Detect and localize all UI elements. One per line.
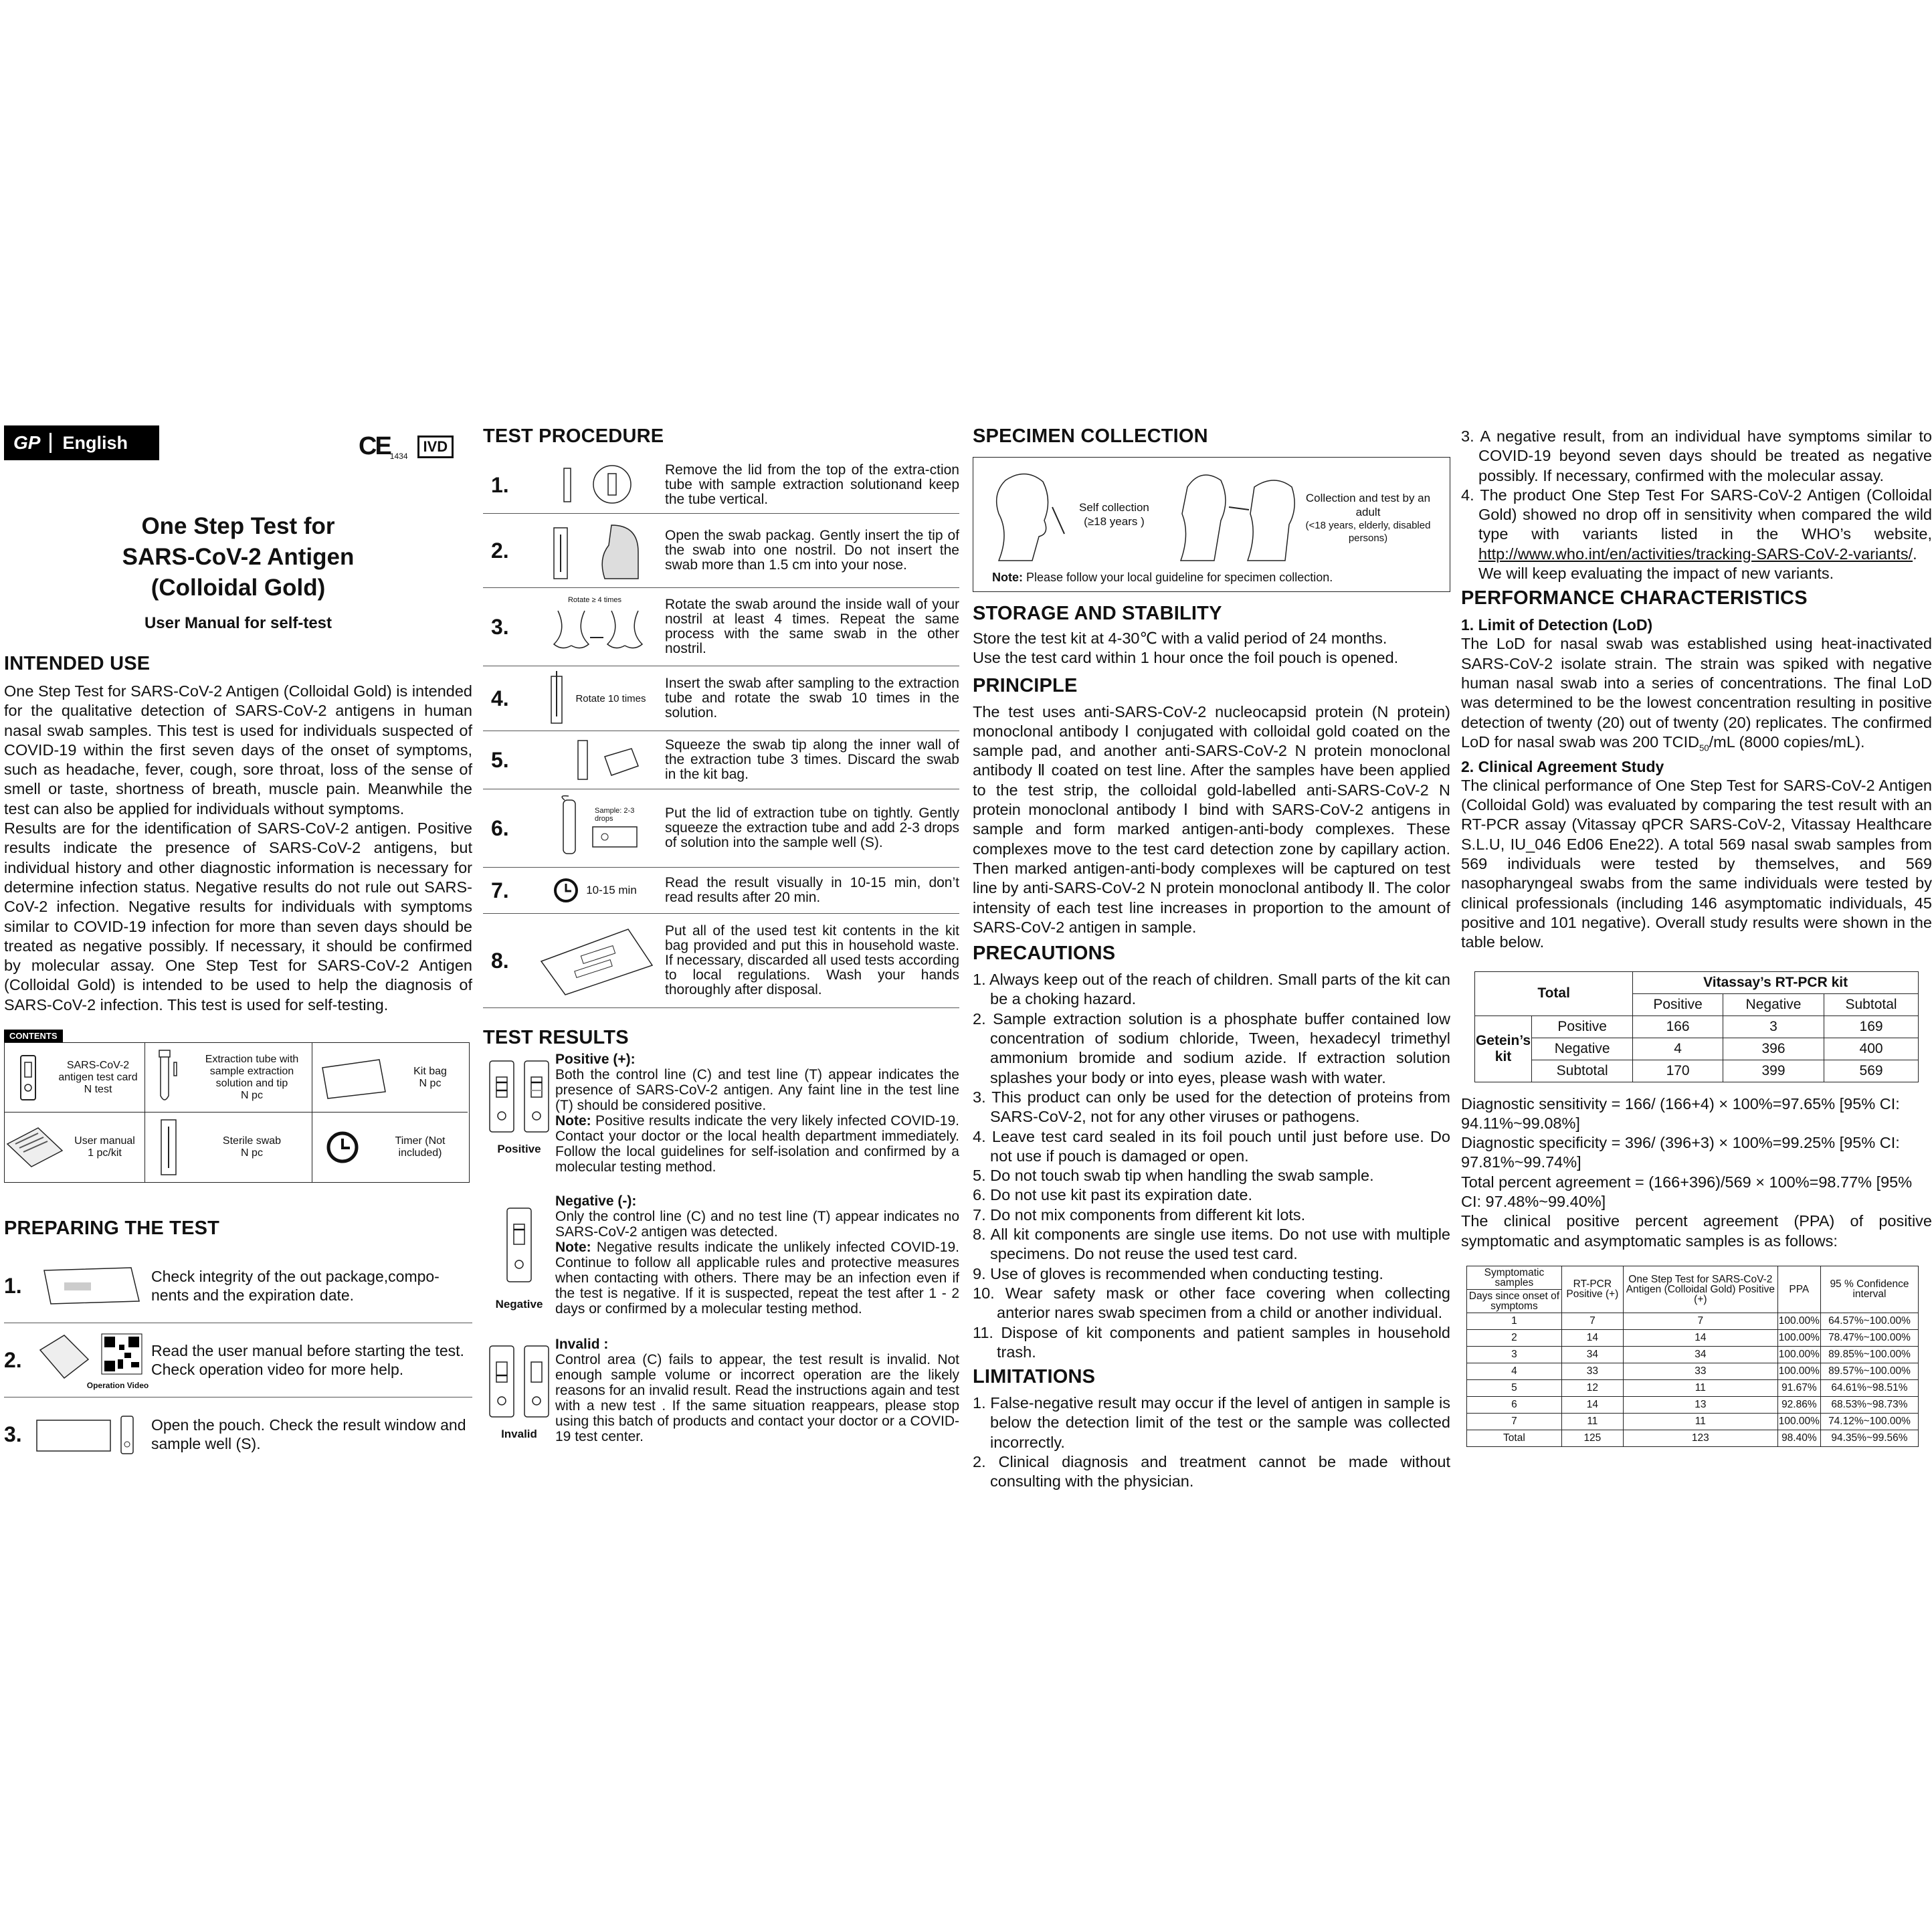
rotate-nostril-icon: Rotate ≥ 4 times	[524, 596, 665, 658]
storage-heading: STORAGE AND STABILITY	[973, 603, 1222, 624]
procedure-step-4: 4. Rotate 10 times Insert the swab after sampling to the extraction tube and rotate the swab 10 times in the solution.	[483, 666, 959, 731]
procedure-step-6: 6. Sample: 2-3 drops Put the lid of extraction tube on tightly. Gently squeeze the extraction tube and add 2-3 drops of solution into the sample well (S).	[483, 789, 959, 868]
self-collection-illustration	[985, 467, 1066, 567]
table-row: Total 125 123 98.40% 94.35%~99.56%	[1467, 1430, 1919, 1446]
list-item: 2. Sample extraction solution is a phosphate buffer contained low concentration of sodium chloride, Tween, hexadecyl trimethyl ammonium bromide and sodium azide. If extraction solution splashes your body or into eyes, please wash with water.	[973, 1009, 1450, 1086]
lod-heading: 1. Limit of Detection (LoD)	[1461, 616, 1653, 634]
list-item: 1. False-negative result may occur if the level of antigen in sample is below the detection limit of the test or the sample was collected incorrectly.	[973, 1394, 1450, 1451]
table-row: 7 11 11 100.00% 74.12%~100.00%	[1467, 1413, 1919, 1430]
timer-icon	[312, 1131, 373, 1164]
invalid-cards-icon: Invalid	[483, 1337, 555, 1444]
procedure-heading: TEST PROCEDURE	[483, 425, 664, 447]
intended-use-paragraph-2: Results are for the identification of SARS-CoV-2 antigen. Positive results indicate the presence of SARS-CoV-2 antigens, but individual history and other diagnostic information is necessary for determine infection status. Negative results do not rule out SARS-CoV-2 infection. Negative results for individuals with symptoms similar to COVID-19 infection for more than seven days should be treated as negative possibly. If necessary, it should be confirmed by molecular assay. One Step Test for SARS-CoV-2 Antigen (Colloidal Gold) is intended to be used to help the diagnosis of SARS-CoV-2 infection. This test is used for self-testing.	[4, 819, 472, 1013]
table-row: 3 34 34 100.00% 89.85%~100.00%	[1467, 1346, 1919, 1363]
document-subtitle: User Manual for self-test	[144, 614, 332, 632]
precautions-heading: PRECAUTIONS	[973, 943, 1116, 965]
table-header: 95 % Confidence interval	[1820, 1266, 1918, 1313]
table-header: Subtotal	[1824, 993, 1919, 1016]
lod-text: The LoD for nasal swab was established using heat-inactivated SARS-CoV-2 isolate strain. The strain was spiked with negative human nasal swab into a series of concentrations. The final LoD was determined to be the lowest concentration resulting in positive detection of twenty (20) out of twenty (20) replicates. The confirmed LoD for nasal swab was 200 $TCID_{50}/mL$ (8000 copies/mL).	[1461, 635, 1932, 753]
precautions-list	[973, 970, 1450, 1362]
negative-card-icon: Negative	[483, 1193, 555, 1317]
list-item: 11. Dispose of kit components and patient samples in household trash.	[973, 1323, 1450, 1361]
intended-use-heading: INTENDED USE	[4, 653, 151, 674]
procedure-steps	[483, 457, 959, 1008]
qr-code-icon: Operation Video	[31, 1330, 151, 1390]
prep-step-1: 1. Check integrity of the out package,compo-nents and the expiration date.	[4, 1249, 472, 1323]
gp-logo: GP	[4, 433, 52, 453]
contents-box	[4, 1042, 470, 1183]
adult-collection-illustration	[1174, 467, 1308, 567]
procedure-step-7: 7. 10-15 min Read the result visually in 10-15 min, don’t read results after 20 min.	[483, 868, 959, 914]
table-header: Vitassay’s RT-PCR kit	[1633, 971, 1919, 993]
procedure-step-5: 5. Squeeze the swab tip along the inner wall of the extraction tube 3 times. Discard the swab in the kit bag.	[483, 731, 959, 789]
clinical-agreement-text: The clinical performance of One Step Test for SARS-CoV-2 Antigen (Colloidal Gold) was evaluated by comparing the test result with an RT-PCR assay (Vitassay qPCR SARS-CoV-2, Vitassay Healthcare S.L.U, IU_046 Ed06 Ene22). A total 569 nasal swab samples from 569 individuals were tested by themselves, and 569 nasopharyngeal swabs from the same individuals were tested by clinical professionals (including 146 asymptomatic individuals, 45 positive and 101 negative). Overall study results were shown in the table below.	[1461, 776, 1932, 951]
pouch-icon	[31, 1404, 151, 1464]
sterile-swab-icon	[145, 1119, 192, 1176]
column-4	[1461, 427, 1932, 1447]
limitations-heading: LIMITATIONS	[973, 1366, 1096, 1388]
adult-collection-label: Collection and test by an adult (<18 years, elderly, disabled persons)	[1305, 492, 1431, 544]
contents-item-user-manual: User manual 1 pc/kit	[5, 1113, 145, 1182]
procedure-step-2: 2. Open the swab packag. Gently insert the tip of the swab into one nostril. Do not insert the swab more than 1.5 cm into your nose.	[483, 514, 959, 588]
list-item: 1. Always keep out of the reach of children. Small parts of the kit can be a choking hazard.	[973, 971, 1450, 1008]
table-row: 5 12 11 91.67% 64.61%~98.51%	[1467, 1379, 1919, 1396]
table-row: Subtotal 170 399 569	[1475, 1060, 1919, 1082]
column-1	[4, 425, 472, 1471]
prep-step-2: 2. Operation Video Read the user manual before starting the test. Check operation video for more help.	[4, 1323, 472, 1397]
contents-item-extraction-tube: Extraction tube with sample extraction solution and tip N pc	[145, 1043, 312, 1113]
ppa-table	[1466, 1266, 1919, 1447]
add-drops-icon: Sample: 2-3 drops	[524, 795, 665, 862]
positive-cards-icon: Positive	[483, 1052, 555, 1175]
list-item: 6. Do not use kit past its expiration date.	[973, 1186, 1253, 1204]
principle-text: The test uses anti-SARS-CoV-2 nucleocapsid protein (N protein) monoclonal antibody Ⅰ conjugated with colloidal gold coated on the sample pad, and another anti-SARS-CoV-2 N protein monoclonal antibody Ⅱ coated on test line. After the samples have been applied to the test strip, the colloidal gold-labelled anti-SARS-CoV-2 N protein monoclonal antibody Ⅰ bind with SARS-CoV-2 antigens in sample and form marked antigen-anti-body complexes. These complexes move to the test card detection zone by capillary action. Then marked antigen-anti-body complexes will be captured on test line by anti-SARS-CoV-2 N protein monoclonal antibody Ⅱ. The color intensity of each test line increases in proportion to the amount of SARS-CoV-2 antigen in sample.	[973, 702, 1450, 936]
table-row: 1 7 7 100.00% 64.57%~100.00%	[1467, 1313, 1919, 1329]
principle-heading: PRINCIPLE	[973, 674, 1078, 696]
limitations-list-continued	[1461, 427, 1932, 583]
result-negative: Negative Negative (-): Only the control line (C) and no test line (T) appear indicates no SARS-CoV-2 antigen was detected. Note: Negative results indicate the unlikely infected COVID-19. Continue to follow all applicable rules and protective measures when contacting with others. There may be an infection even if the test is negative. If it is suspected, repeat the test after 1 - 2 days or confirmed by a molecular testing method.	[483, 1193, 959, 1317]
contents-item-sterile-swab: Sterile swab N pc	[145, 1113, 312, 1182]
who-variants-link[interactable]: http://www.who.int/en/activities/tracking-SARS-CoV-2-variants/	[1478, 545, 1913, 563]
result-positive: Positive Positive (+): Both the control line (C) and test line (T) appear indicates the presence of SARS-CoV-2 antigen. Any faint line in the test line (T) should be considered positive. Note: Positive results indicate the very likely infected COVID-19. Contact your doctor or the local health department immediately. Follow the local guidelines for self-isolation and confirmed by a molecular testing method.	[483, 1052, 959, 1175]
rotate-tube-icon: Rotate 10 times	[524, 670, 665, 727]
clinical-agreement-heading: 2. Clinical Agreement Study	[1461, 757, 1664, 775]
list-item: 3. A negative result, from an individual have symptoms similar to COVID-19 beyond seven days should be treated as negative possibly. If necessary, confirmed with the molecular assay.	[1461, 427, 1932, 484]
user-manual-icon	[5, 1124, 65, 1171]
squeeze-tube-icon	[524, 737, 665, 783]
table-header: Symptomatic samples	[1467, 1266, 1562, 1289]
ppa-intro: The clinical positive percent agreement (PPA) of positive symptomatic and asymptomatic samples is as follows:	[1461, 1212, 1932, 1250]
language-label: English	[62, 432, 128, 453]
table-header: PPA	[1777, 1266, 1820, 1313]
storage-line-1: Store the test kit at 4-30℃ with a valid period of 24 months.	[973, 630, 1387, 647]
extraction-tube-icon	[145, 1049, 192, 1106]
list-item: 8. All kit components are single use items. Do not use with multiple specimens. Do not reuse the used test card.	[973, 1226, 1450, 1263]
limitations-list	[973, 1393, 1450, 1491]
column-2	[483, 425, 959, 1444]
table-row: 2 14 14 100.00% 78.47%~100.00%	[1467, 1329, 1919, 1346]
table-row: Negative 4 396 400	[1475, 1038, 1919, 1060]
ce-mark: CE1434	[359, 432, 408, 461]
table-header: Negative	[1723, 993, 1824, 1016]
results-heading: TEST RESULTS	[483, 1027, 629, 1048]
list-item: 4. The product One Step Test For SARS-CoV-2 Antigen (Colloidal Gold) showed no drop off in sensitivity when compared the wild type with variants listed in the WHO’s website, http://www.who.int/en/activities/tracking-SARS-CoV-2-variants/. We will keep evaluating the impact of new variants.	[1461, 486, 1932, 583]
table-header: Positive	[1633, 993, 1723, 1016]
tube-lid-icon	[524, 462, 665, 508]
contents-tag: CONTENTS	[4, 1030, 63, 1042]
list-item: 9. Use of gloves is recommended when conducting testing.	[973, 1264, 1383, 1282]
sensitivity-text: Diagnostic sensitivity = 166/ (166+4) × 100%=97.65% [95% CI: 94.11%~99.08%]	[1461, 1094, 1900, 1132]
kit-bag-icon	[312, 1054, 393, 1101]
timer-icon: 10-15 min	[524, 877, 665, 904]
contents-item-test-card: SARS-CoV-2 antigen test card N test	[5, 1043, 145, 1113]
package-icon	[31, 1256, 151, 1316]
document-title: One Step Test for SARS-CoV-2 Antigen (Colloidal Gold)	[122, 513, 355, 601]
prep-step-3: 3. Open the pouch. Check the result window and sample well (S).	[4, 1397, 472, 1471]
list-item: 2. Clinical diagnosis and treatment cannot be made without consulting with the physician.	[973, 1452, 1450, 1490]
table-header: One Step Test for SARS-CoV-2 Antigen (Colloidal Gold) Positive (+)	[1623, 1266, 1777, 1313]
list-item: 4. Leave test card sealed in its foil pouch until just before use. Do not use if pouch is damaged or open.	[973, 1127, 1450, 1165]
list-item: 7. Do not mix components from different kit lots.	[973, 1205, 1306, 1224]
test-card-icon	[5, 1054, 52, 1101]
ivd-mark: IVD	[417, 436, 454, 458]
intended-use-paragraph-1: One Step Test for SARS-CoV-2 Antigen (Colloidal Gold) is intended for the qualitative detection of SARS-CoV-2 antigens in human nasal swab samples. This test is used for individuals suspected of COVID-19 within the first seven days of the onset of symptoms, such as headache, fever, cough, sore throat, loss of the sense of smell or taste, shortness of breath, muscle pain. Meanwhile the test can also be applied for individuals without symptoms.	[4, 682, 472, 817]
column-3	[973, 425, 1450, 1492]
list-item: 10. Wear safety mask or other face covering when collecting anterior nares swab specimen from a child or another individual.	[973, 1284, 1450, 1322]
preparing-heading: PREPARING THE TEST	[4, 1218, 220, 1240]
table-row: Getein’s kit Positive 166 3 169	[1475, 1016, 1919, 1038]
agreement-text: Total percent agreement = (166+396)/569 × 100%=98.77% [95% CI: 97.48%~99.40%]	[1461, 1173, 1913, 1210]
contents-item-timer: Timer (Not included)	[312, 1113, 468, 1182]
procedure-step-8: 8. Put all of the used test kit contents in the kit bag provided and put this in household waste. If necessary, discarded all used tests according to local regulations. Wash your hands thoroughly after disposal.	[483, 914, 959, 1008]
storage-line-2: Use the test card within 1 hour once the foil pouch is opened.	[973, 649, 1399, 667]
table-row: 4 33 33 100.00% 89.57%~100.00%	[1467, 1363, 1919, 1379]
specimen-note: Note: Please follow your local guideline for specimen collection.	[992, 571, 1333, 584]
list-item: 5. Do not touch swab tip when handling the swab sample.	[973, 1167, 1374, 1185]
performance-heading: PERFORMANCE CHARACTERISTICS	[1461, 587, 1808, 609]
agreement-table	[1474, 971, 1919, 1082]
procedure-step-3: 3. Rotate ≥ 4 times Rotate the swab around the inside wall of your nostril at least 4 times. Repeat the same process with the same swab in the other nostril.	[483, 588, 959, 666]
specificity-text: Diagnostic specificity = 396/ (396+3) × 100%=99.25% [95% CI: 97.81%~99.74%]	[1461, 1134, 1900, 1171]
procedure-step-1: 1. Remove the lid from the top of the extra-ction tube with sample extraction solutionand keep the tube vertical.	[483, 457, 959, 514]
brand-badge	[4, 425, 159, 460]
table-header: RT-PCR Positive (+)	[1561, 1266, 1623, 1313]
disposal-bag-icon	[524, 924, 665, 997]
list-item: 3. This product can only be used for the detection of proteins from SARS-CoV-2, not for any other viruses or pathogens.	[973, 1088, 1450, 1126]
nose-swab-icon	[524, 518, 665, 583]
table-row: 6 14 13 92.86% 68.53%~98.73%	[1467, 1396, 1919, 1413]
specimen-heading: SPECIMEN COLLECTION	[973, 425, 1208, 447]
result-invalid: Invalid Invalid : Control area (C) fails to appear, the test result is invalid. Not enough sample volume or incorrect operation are the likely reasons for an invalid result. Read the instructions again and test with a new test . If the same situation reappears, please stop using this batch of products and contact your doctor or a COVID-19 test center.	[483, 1337, 959, 1444]
table-header: Total	[1475, 971, 1633, 1016]
specimen-collection-box	[973, 457, 1450, 592]
self-collection-label: Self collection (≥18 years )	[1079, 501, 1149, 528]
regulatory-marks	[359, 432, 454, 461]
contents-item-kit-bag: Kit bag N pc	[312, 1043, 468, 1113]
table-header: Days since onset of symptoms	[1467, 1289, 1562, 1313]
